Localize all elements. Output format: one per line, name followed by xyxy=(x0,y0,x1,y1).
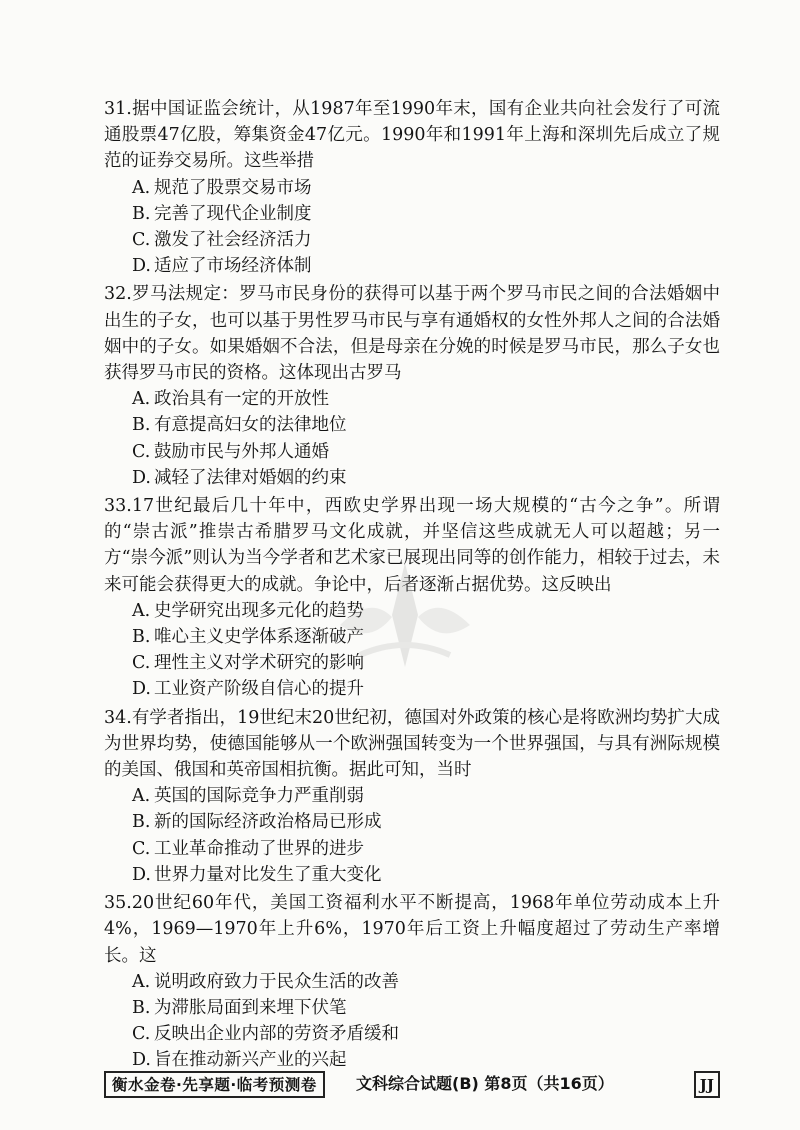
question-text: 17世纪最后几十年中，西欧史学界出现一场大规模的“古今之争”。所谓的“崇古派”推崇古希腊罗马文化成就，并坚信这些成就无人可以超越；另一方“崇今派”则认为当今学者和艺术家已展现出同等的创作能力，相较于过去，未来可能会获得更大的成就。争论中，后者逐渐占据优势。这反映出 xyxy=(104,496,720,595)
option-text: 工业资产阶级自信心的提升 xyxy=(154,679,364,700)
option-a xyxy=(104,783,720,809)
question-stem xyxy=(104,890,720,969)
option-text: 有意提高妇女的法律地位 xyxy=(154,415,347,436)
series-label: 衡水金卷·先享题·临考预测卷 xyxy=(104,1071,325,1098)
option-a xyxy=(104,175,720,201)
option-letter: B. xyxy=(132,203,151,224)
option-letter: B. xyxy=(132,627,151,648)
question-31 xyxy=(104,96,720,279)
option-letter: D. xyxy=(132,256,151,277)
option-b xyxy=(104,995,720,1021)
question-text: 有学者指出，19世纪末20世纪初，德国对外政策的核心是将欧洲均势扩大成为世界均势，使德国能够从一个欧洲强国转变为一个世界强国，与具有洲际规模的美国、俄国和英帝国相抗衡。据此可知，当时 xyxy=(104,707,720,781)
option-d xyxy=(104,1047,720,1073)
option-letter: D. xyxy=(132,679,151,700)
option-list xyxy=(104,386,720,491)
option-text: 史学研究出现多元化的趋势 xyxy=(154,600,364,621)
option-text: 激发了社会经济活力 xyxy=(154,230,312,251)
option-c xyxy=(104,227,720,253)
option-text: 旨在推动新兴产业的兴起 xyxy=(154,1050,347,1071)
question-number: 33. xyxy=(104,496,132,517)
page-footer xyxy=(104,1071,716,1099)
question-text: 据中国证监会统计，从1987年至1990年末，国有企业共向社会发行了可流通股票47亿股，筹集资金47亿元。1990年和1991年上海和深圳先后成立了规范的证券交易所。这些举措 xyxy=(104,99,720,172)
question-32 xyxy=(104,281,720,491)
option-letter: C. xyxy=(132,1024,151,1045)
question-34 xyxy=(104,705,720,888)
option-letter: A. xyxy=(132,600,151,621)
option-text: 适应了市场经济体制 xyxy=(154,256,312,277)
option-text: 英国的国际竞争力严重削弱 xyxy=(154,786,364,807)
option-letter: C. xyxy=(132,230,151,251)
option-c xyxy=(104,439,720,465)
option-text: 政治具有一定的开放性 xyxy=(154,389,329,410)
option-text: 规范了股票交易市场 xyxy=(154,177,312,198)
option-letter: C. xyxy=(132,838,151,859)
edition-code: JJ xyxy=(694,1071,720,1098)
option-text: 唯心主义史学体系逐渐破产 xyxy=(154,627,364,648)
option-text: 理性主义对学术研究的影响 xyxy=(154,653,364,674)
option-letter: A. xyxy=(132,786,151,807)
option-list xyxy=(104,175,720,280)
option-text: 说明政府致力于民众生活的改善 xyxy=(154,971,399,992)
option-letter: B. xyxy=(132,415,151,436)
option-text: 新的国际经济政治格局已形成 xyxy=(154,812,382,833)
option-letter: A. xyxy=(132,971,151,992)
question-stem xyxy=(104,96,720,175)
option-a xyxy=(104,969,720,995)
question-number: 31. xyxy=(104,99,132,119)
option-c xyxy=(104,1021,720,1047)
option-letter: C. xyxy=(132,653,151,674)
option-d xyxy=(104,465,720,491)
option-text: 世界力量对比发生了重大变化 xyxy=(154,864,382,885)
option-b xyxy=(104,201,720,227)
option-b xyxy=(104,412,720,438)
option-list xyxy=(104,783,720,888)
page-info: 文科综合试题(B) 第8页（共16页） xyxy=(356,1074,614,1093)
option-text: 鼓励市民与外邦人通婚 xyxy=(154,441,329,462)
question-35 xyxy=(104,890,720,1073)
watermark-logo-icon xyxy=(330,555,480,675)
option-text: 反映出企业内部的劳资矛盾缓和 xyxy=(154,1024,399,1045)
option-text: 减轻了法律对婚姻的约束 xyxy=(154,467,347,488)
option-text: 完善了现代企业制度 xyxy=(154,203,312,224)
option-letter: A. xyxy=(132,177,151,198)
option-letter: D. xyxy=(132,864,151,885)
option-letter: B. xyxy=(132,812,151,833)
question-stem xyxy=(104,705,720,784)
option-letter: A. xyxy=(132,389,151,410)
option-letter: B. xyxy=(132,997,151,1018)
question-number: 32. xyxy=(104,284,132,305)
option-letter: C. xyxy=(132,441,151,462)
option-d xyxy=(104,676,720,702)
option-d xyxy=(104,862,720,888)
question-number: 34. xyxy=(104,707,132,728)
option-list xyxy=(104,969,720,1074)
question-text: 20世纪60年代，美国工资福利水平不断提高，1968年单位劳动成本上升4%，1969—1970年上升6%，1970年后工资上升幅度超过了劳动生产率增长。这 xyxy=(104,893,720,966)
option-c xyxy=(104,836,720,862)
question-text: 罗马法规定：罗马市民身份的获得可以基于两个罗马市民之间的合法婚姻中出生的子女，也可以基于男性罗马市民与享有通婚权的女性外邦人之间的合法婚姻中的子女。如果婚姻不合法，但是母亲在分娩的时候是罗马市民，那么子女也获得罗马市民的资格。这体现出古罗马 xyxy=(104,284,720,384)
question-stem xyxy=(104,281,720,386)
option-text: 为滞胀局面到来埋下伏笔 xyxy=(154,997,347,1018)
option-letter: D. xyxy=(132,467,151,488)
question-number: 35. xyxy=(104,893,132,914)
option-text: 工业革命推动了世界的进步 xyxy=(154,838,364,859)
option-d xyxy=(104,253,720,279)
option-letter: D. xyxy=(132,1050,151,1071)
option-a xyxy=(104,386,720,412)
option-b xyxy=(104,809,720,835)
